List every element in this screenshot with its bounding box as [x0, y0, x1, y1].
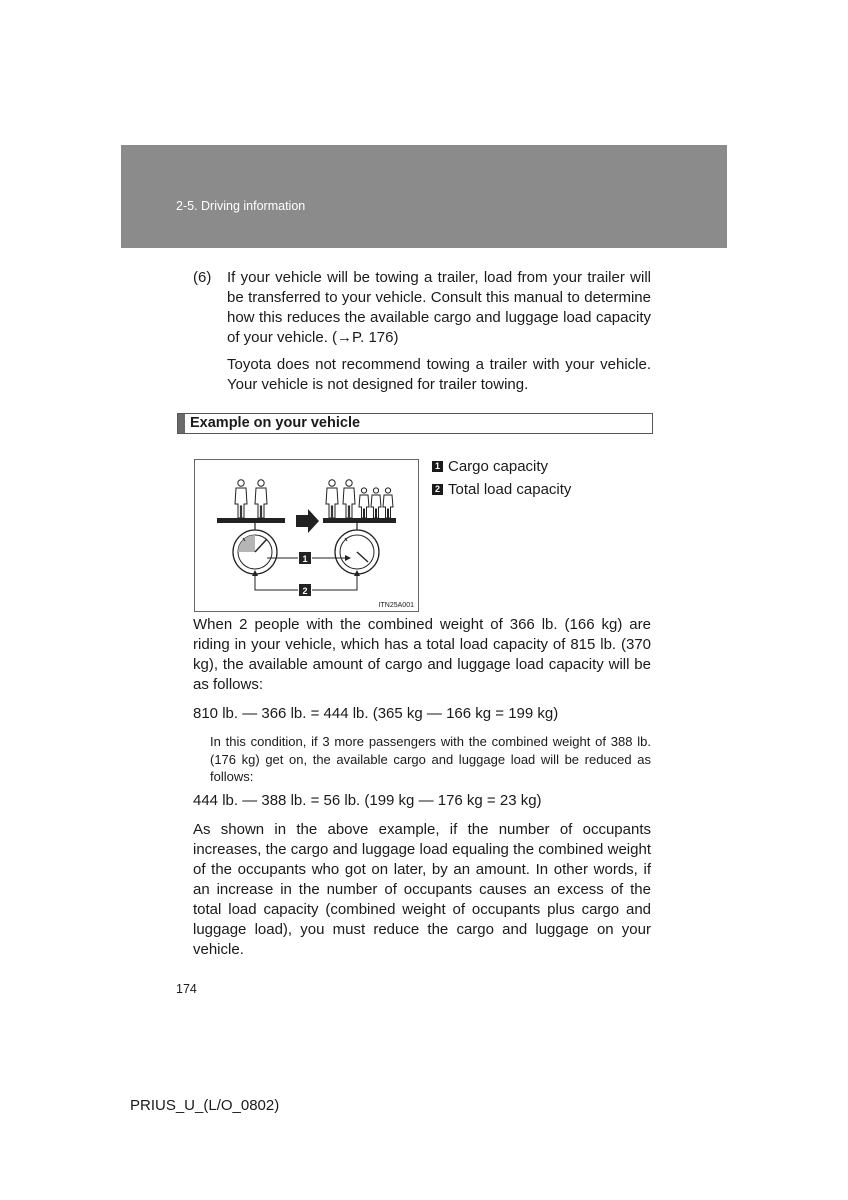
page-number: 174	[176, 982, 197, 996]
legend-label: Total load capacity	[448, 481, 572, 498]
person-icon	[235, 480, 247, 518]
right-platform	[323, 518, 396, 523]
left-platform	[217, 518, 285, 523]
person-icon	[255, 480, 267, 518]
calculation-1: 810 lb. — 366 lb. = 444 lb. (365 kg — 166 kg = 199 kg)	[193, 705, 559, 722]
calculation-2: 444 lb. — 388 lb. = 56 lb. (199 kg — 176 kg = 23 kg)	[193, 792, 542, 809]
child-icon	[383, 488, 393, 518]
towing-note: Toyota does not recommend towing a trailer with your vehicle. Your vehicle is not designed for trailer towing.	[227, 356, 651, 393]
example-heading-label: Example on your vehicle	[190, 415, 361, 431]
legend-number-icon: 1	[432, 461, 443, 472]
figure-legend	[432, 455, 571, 501]
child-icon	[359, 488, 369, 518]
list-item-text: If your vehicle will be towing a trailer, load from your trailer will be transferred to your vehicle. Consult this manual to determine how this reduces the available cargo and luggage load capacity of your vehicle. (→P. 176)	[227, 269, 651, 346]
legend-item	[432, 478, 571, 501]
summary-paragraph: As shown in the above example, if the number of occupants increases, the cargo and luggage load equaling the combined weight of the occupants who got on later, by an amount. In other words, if an increase in the number of occupants causes an excess of the total load capacity (combined weight of occupants plus cargo and luggage load), you must reduce the cargo and luggage on your vehicle.	[193, 821, 651, 958]
legend-number-icon: 2	[432, 484, 443, 495]
legend-item	[432, 455, 571, 478]
marker-2-label: 2	[302, 586, 308, 596]
legend-label: Cargo capacity	[448, 458, 549, 475]
section-title: 2-5. Driving information	[176, 199, 306, 213]
example-heading	[177, 413, 653, 434]
load-capacity-illustration	[194, 459, 419, 612]
arrow-right-icon	[296, 509, 319, 533]
marker-1-label: 1	[302, 554, 308, 564]
document-footer: PRIUS_U_(L/O_0802)	[130, 1097, 280, 1114]
example-paragraph: When 2 people with the combined weight of 366 lb. (166 kg) are riding in your vehicle, which has a total load capacity of 815 lb. (370 kg), the available amount of cargo and luggage load capacity will be as follows:	[193, 616, 651, 693]
additional-passengers-note: In this condition, if 3 more passengers with the combined weight of 388 lb. (176 kg) get on, the available cargo and luggage load will be reduced as follows:	[210, 734, 651, 784]
child-icon	[371, 488, 381, 518]
figure-code: ITN25A001	[378, 602, 414, 609]
heading-stripe	[178, 414, 185, 433]
person-icon	[343, 480, 355, 518]
person-icon	[326, 480, 338, 518]
list-item-number: (6)	[193, 269, 212, 286]
load-diagram-svg	[195, 460, 420, 613]
header-band	[121, 145, 727, 248]
